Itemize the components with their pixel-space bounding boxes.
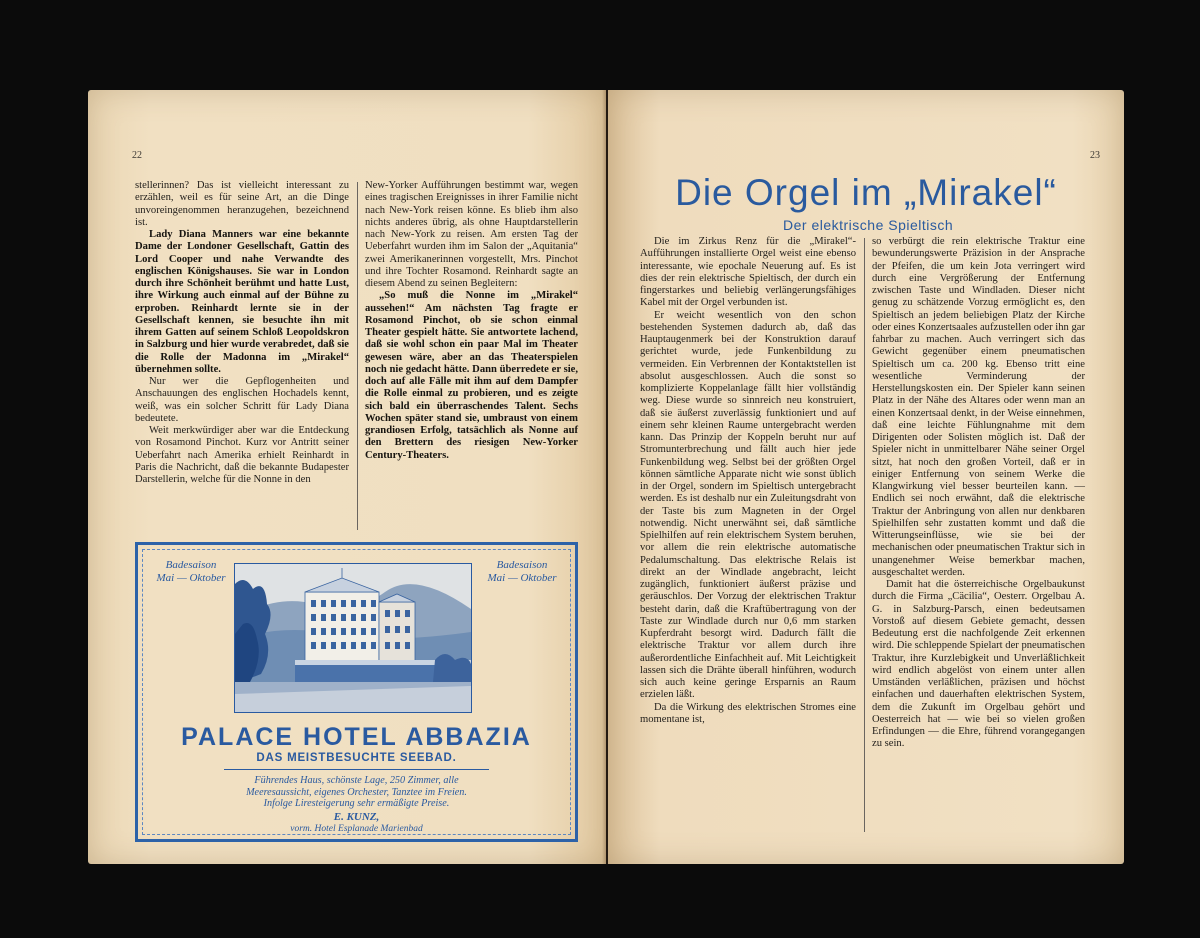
paragraph: Die im Zirkus Renz für die „Mirakel“-Aufführungen installierte Orgel weist eine ebenso interessante, wie epochale Neuerung auf. Es ist dies der rein elektrische Spieltisch, der durch ein fingerstarkes und beliebig verlängerungsfähiges Kabel mit der Orgel verbunden ist. [640, 236, 856, 309]
paragraph: Damit hat die österreichische Orgelbaukunst durch die Firma „Cäcilia“, Oesterr. Orgelbau A. G. in Salzburg-Parsch, einen bedeutsamen Vorstoß auf diesem Gebiete gemacht, dessen Bedeutung erst die nachfolgende Zeit erkennen wird. Die schleppende Spielart der pneumatischen Traktur, ihre Kurzlebigkeit und Unverläßlichkeit wird endlich abgelöst von einem unter allen Umständen verläßlichen, präzisen und höchst einfachen und dauerhaften elektrischen System, dem die Zukunft im Orgelbau gehört und Oesterreich hat — wie bei so vielen großen Erfindungen — die Ehre, führend vorangegangen zu sein. [872, 579, 1085, 750]
hotel-illustration [235, 564, 471, 712]
hotel-description [168, 775, 545, 810]
description-line: Führendes Haus, schönste Lage, 250 Zimmer, alle [254, 775, 459, 786]
season-months: Mai — Oktober [156, 572, 226, 584]
season-months: Mai — Oktober [487, 572, 557, 584]
paragraph: stellerinnen? Das ist vielleicht interessant zu erzählen, weil es für seine Art, an die Dinge unvoreingenommen heranzugehen, bezeichnend ist. [135, 180, 349, 228]
article-subheadline: Der elektrische Spieltisch [783, 217, 954, 233]
hotel-name: PALACE HOTEL ABBAZIA [181, 723, 532, 751]
paragraph: so verbürgt die rein elektrische Traktur eine bewunderungswerte Präzision in der Ansprache der Pfeifen, die um kein Jota verringert wird durch eine Vergrößerung der Entfernung zwischen Taste und Windladen. Dieser nicht genug zu schätzende Vorzug ermöglicht es, den Spieltisch an jedem beliebigen Platz der Kirche oder eines Konzertsaales aufzustellen oder ihn gar fahrbar zu machen. Auch verringert sich das Gewicht gegenüber einem pneumatischen Spieltisch um ca. 200 kg. Ebenso tritt eine wesentliche Verminderung der Herstellungskosten ein. Der Spieler kann seinen Platz in der Nähe des Altares oder wenn man an einen Konzertsaal denkt, in der Weise einnehmen, daß eine leichte Fühlungnahme mit dem Dirigenten oder Solisten möglich ist. Daß der Spieler nicht in unmittelbarer Nähe seiner Orgel sitzt, hat noch den großen Vorteil, daß er in einiger Entfernung von seinem Werke die Klangwirkung viel besser beurteilen kann. — Endlich sei noch erwähnt, daß die elektrische Traktur der Anbringung von allen nur denkbaren Spielhilfen sehr zustatten kommt und daß die Witterungseinflüsse, wie sie bei der mechanischen oder pneumatischen Traktur sich in unangenehmer Weise bemerkbar machen, ausgeschaltet werden. [872, 236, 1085, 578]
paragraph-bold: Lady Diana Manners war eine bekannte Dame der Londoner Gesellschaft, Gattin des Lord Cooper und nahe Verwandte des englischen Königshauses. Sie war in London durch ihre Schönheit berühmt und hatte Lust, ihre Wirkung auch einmal auf der Bühne zu erproben. Reinhardt lernte sie in der Gesellschaft kennen, sie besuchte ihn mit ihrem Gatten auf seinem Schloß Leopoldskron in Salzburg und hier wurde verabredet, daß sie die Rolle der Madonna im „Mirakel“ übernehmen sollte. [135, 229, 349, 375]
paragraph-bold: „So muß die Nonne im „Mirakel“ aussehen!“ Am nächsten Tag fragte er Rosamond Pinchot, ob sie schon einmal Theater gespielt hätte. Sie antwortete lachend, daß sie wohl schon ein paar Mal im Theater gewesen wäre, aber an das Theaterspielen noch nie gedacht hätte. Dann überredete er sie, doch auf alle Fälle mit ihm auf dem Dampfer die Rolle einmal zu probieren, und es zeigte sich bald ein überraschendes Talent. Sechs Wochen später stand sie, umbraust von einem grandiosen Erfolg, tatsächlich als Nonne auf den Brettern des riesigen New-Yorker Century-Theaters. [365, 290, 578, 461]
article-column-right-1 [640, 236, 856, 726]
right-page [608, 90, 1124, 864]
page-number: 23 [1090, 150, 1100, 161]
owner-previous-hotel: vorm. Hotel Esplanade Marienbad [290, 824, 423, 834]
column-divider [357, 182, 358, 530]
season-label-left [146, 559, 236, 585]
paragraph: Da die Wirkung des elektrischen Stromes eine momentane ist, [640, 701, 856, 725]
article-column-right-2 [872, 236, 1085, 751]
hotel-advertisement [135, 542, 578, 842]
description-line: Infolge Liresteigerung sehr ermäßigte Preise. [263, 798, 450, 810]
season-title: Badesaison [165, 559, 217, 571]
left-page [88, 90, 606, 864]
tagline-underline [224, 769, 489, 770]
hotel-tagline: DAS MEISTBESUCHTE SEEBAD. [256, 752, 457, 764]
hotel-photo [234, 563, 472, 713]
page-number: 22 [132, 150, 142, 161]
column-divider [864, 238, 865, 832]
paragraph: Weit merkwürdiger aber war die Entdeckung von Rosamond Pinchot. Kurz vor Antritt seiner Ueberfahrt nach Amerika erhielt Reinhardt in Paris die Nachricht, daß die bekannte Budapester Darstellerin, welche für die Nonne in den [135, 425, 349, 485]
season-title: Badesaison [496, 559, 548, 571]
hotel-owner: E. KUNZ, [333, 811, 380, 823]
season-label-right [477, 559, 567, 585]
paragraph: Er weicht wesentlich von den schon bestehenden Systemen dadurch ab, daß das Hauptaugenmerk bei der Konstruktion darauf gerichtet wurde, jede Funkenbildung zu vermeiden. Ein Verbrennen der Kontaktstellen ist absolut ausgeschlossen. Auch die sonst so komplizierte Koppelanlage fällt hier vollständig weg. Diese wurde so sinnreich neu konstruiert, daß sie äußerst zuverlässig funktioniert und auf einem sehr kleinen Raume untergebracht werden kann. Das Prinzip der Koppeln beruht nur auf Stromunterbrechung und fällt auch hier jede Funkenbildung weg. Selbst bei der größten Orgel können sämtliche Apparate nicht wie sonst üblich in der Orgel, sondern im Spieltisch untergebracht werden. Es ist deshalb nur ein Zuleitungsdraht von der Taste bis zum Magneten in der Orgel notwendig. Nicht unerwähnt sei, daß sämtliche Spielhilfen auf rein elektrischem System beruhen, vor allem die rein elektrische automatische Pedalumschaltung. Das elektrische Relais ist direkt an der Windlade angebracht, leicht zugänglich, funktioniert äußerst präzise und geräuschlos. Der Vorzug der elektrischen Traktur besteht darin, daß die Kraftübertragung von der Taste zur Windlade durch nur 0,6 mm starken Kupferdraht besorgt wird. Dadurch fällt die elektrische Traktur vor allem durch ihre außerordentliche Einfachheit auf. Mit Leichtigkeit lassen sich die Drähte überall hinführen, wodurch sich auch keine geringe Ersparnis an Raum erzielen läßt. [640, 309, 856, 701]
article-column-left-2 [365, 180, 578, 462]
description-line: Meeresaussicht, eigenes Orchester, Tanztee im Freien. [246, 786, 467, 798]
article-column-left-1 [135, 180, 349, 486]
paragraph: Nur wer die Gepflogenheiten und Anschauungen des englischen Hochadels kennt, weiß, was ein solcher Schritt für Lady Diana bedeutete. [135, 376, 349, 424]
paragraph: New-Yorker Aufführungen bestimmt war, wegen eines tragischen Ereignisses in ihrer Familie nicht nach New-York reisen könne. Es blieb ihm also nichts anderes übrig, als ohne Hauptdarstellerin nach New-York zu reisen. Am ersten Tag der Ueberfahrt wurden ihm im Salon der „Aquitania“ zwei Amerikanerinnen vorgestellt, Mrs. Pinchot und ihre Tochter Rosamond. Reinhardt sagte an diesem Abend zu seinen Begleitern: [365, 180, 578, 289]
article-headline: Die Orgel im „Mirakel“ [675, 172, 1057, 213]
open-booklet-spread [88, 90, 1124, 864]
